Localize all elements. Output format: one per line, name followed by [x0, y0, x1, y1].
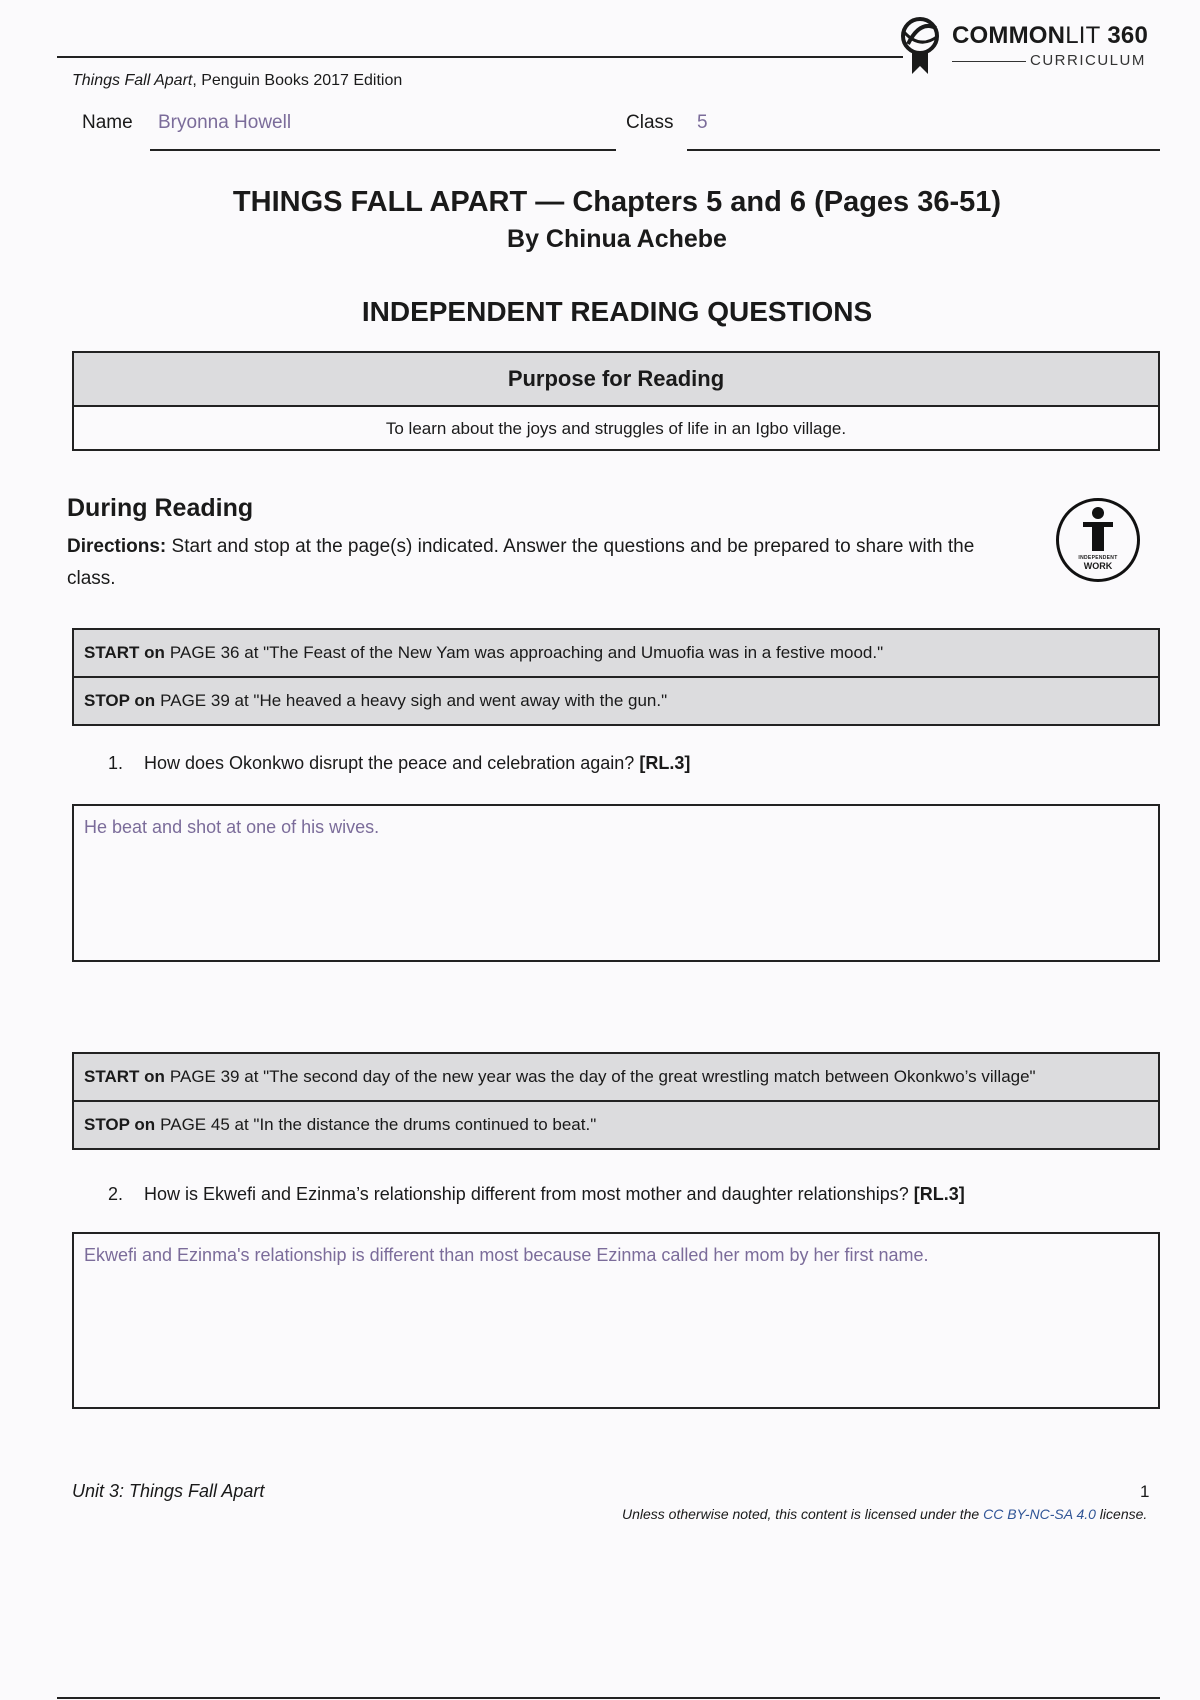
stop-row-2: STOP on PAGE 45 at "In the distance the drums continued to beat."	[74, 1100, 1158, 1148]
independent-work-badge	[1056, 498, 1140, 582]
commonlit-logo	[898, 14, 1160, 80]
name-field[interactable]: Bryonna Howell	[158, 112, 292, 133]
purpose-table	[72, 351, 1160, 451]
person-icon	[1059, 501, 1137, 561]
footer-rule	[57, 1697, 1160, 1699]
during-reading-heading: During Reading	[67, 494, 254, 522]
class-underline	[687, 149, 1160, 151]
edition-line: Things Fall Apart, Penguin Books 2017 Edition	[72, 72, 403, 89]
logo-curriculum: CURRICULUM	[1030, 52, 1146, 69]
author-line: By Chinua Achebe	[507, 225, 727, 253]
start-row-1: START on PAGE 36 at "The Feast of the New Yam was approaching and Umuofia was in a festive mood."	[84, 643, 884, 662]
start-stop-table-2	[72, 1052, 1160, 1150]
answer-box-2[interactable]: Ekwefi and Ezinma's relationship is different than most because Ezinma called her mom by her first name.	[72, 1232, 1160, 1409]
badge-label-small: INDEPENDENT	[1078, 555, 1118, 561]
stop-row-1: STOP on PAGE 39 at "He heaved a heavy sigh and went away with the gun."	[74, 676, 1158, 724]
badge-label-work: WORK	[1083, 561, 1113, 571]
header-rule	[57, 56, 903, 58]
license-notice: Unless otherwise noted, this content is licensed under the CC BY-NC-SA 4.0 license.	[622, 1506, 1148, 1522]
purpose-text: To learn about the joys and struggles of life in an Igbo village.	[385, 419, 847, 438]
page-title: THINGS FALL APART — Chapters 5 and 6 (Pages 36-51)	[232, 186, 1002, 218]
answer-box-1[interactable]: He beat and shot at one of his wives.	[72, 804, 1160, 962]
page-number: 1	[1140, 1482, 1150, 1501]
class-field[interactable]: 5	[697, 112, 708, 133]
class-label: Class	[626, 112, 674, 133]
directions-text: Directions: Start and stop at the page(s) indicated. Answer the questions and be prepared to share with the class.	[67, 536, 975, 589]
purpose-heading: Purpose for Reading	[74, 353, 1158, 407]
question-2: 2. How is Ekwefi and Ezinma’s relationship different from most mother and daughter relationships? [RL.3]	[108, 1184, 965, 1204]
start-row-2: START on PAGE 39 at "The second day of the new year was the day of the great wrestling match between Okonkwo’s village"	[84, 1067, 1036, 1086]
footer-unit: Unit 3: Things Fall Apart	[72, 1481, 265, 1501]
name-label: Name	[82, 112, 133, 133]
start-stop-table-1	[72, 628, 1160, 726]
question-1: 1. How does Okonkwo disrupt the peace and celebration again? [RL.3]	[108, 753, 691, 773]
logo-subline	[952, 61, 1026, 62]
license-link[interactable]: CC BY-NC-SA 4.0	[983, 1506, 1096, 1522]
name-underline	[150, 149, 616, 151]
commonlit-emblem-icon	[898, 14, 948, 80]
section-heading: INDEPENDENT READING QUESTIONS	[361, 296, 873, 327]
logo-wordmark: COMMONLIT 360	[952, 22, 1148, 49]
